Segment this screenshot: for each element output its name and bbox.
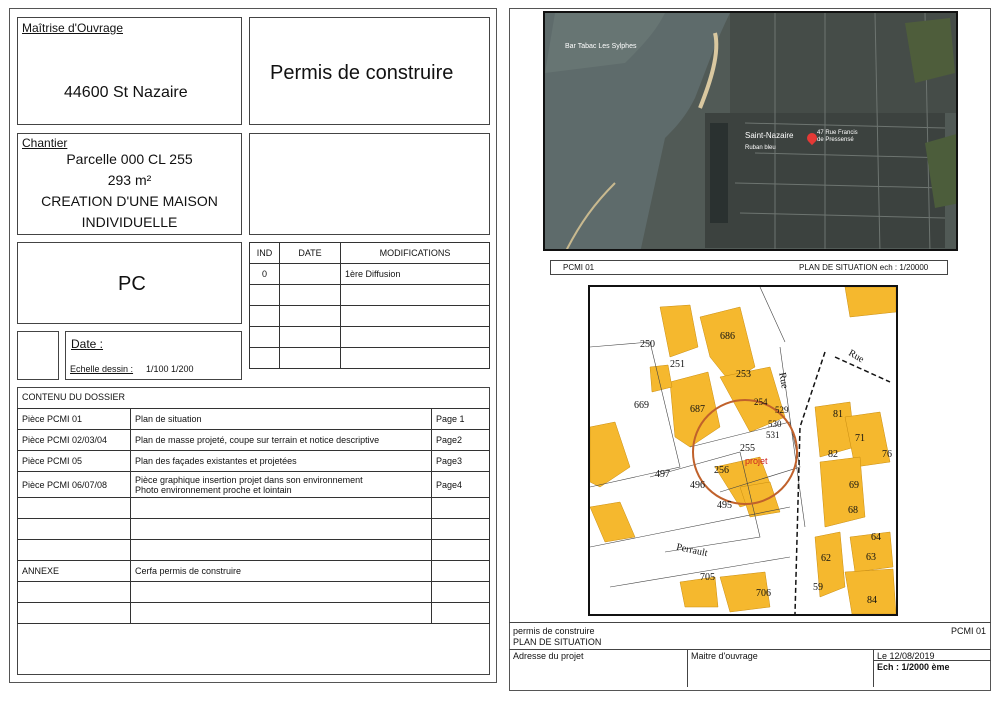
cell bbox=[250, 348, 280, 369]
parcel-256: 256 bbox=[714, 465, 729, 476]
contenu-title: CONTENU DU DOSSIER bbox=[22, 392, 126, 402]
cell bbox=[341, 327, 490, 348]
date-box bbox=[65, 331, 242, 380]
empty-box bbox=[249, 133, 490, 235]
cell: ANNEXE bbox=[18, 561, 131, 582]
cell bbox=[18, 603, 131, 624]
street-label-2: Rue bbox=[776, 371, 790, 390]
caption-title: PLAN DE SITUATION ech : 1/20000 bbox=[799, 263, 929, 272]
cell bbox=[280, 327, 341, 348]
parcel-63: 63 bbox=[866, 552, 876, 563]
permit-title: Permis de construire bbox=[270, 62, 454, 84]
cell bbox=[432, 582, 490, 603]
parcel-81: 81 bbox=[833, 409, 843, 420]
map-label-city: Saint-Nazaire bbox=[745, 131, 794, 140]
table-row bbox=[250, 348, 490, 369]
parcel-497: 497 bbox=[655, 469, 670, 480]
cell bbox=[18, 498, 131, 519]
map-label-place3: Ruban bleu bbox=[745, 145, 776, 151]
parcel-706: 706 bbox=[756, 588, 771, 599]
cell bbox=[250, 285, 280, 306]
cell: Page4 bbox=[432, 472, 490, 498]
cell bbox=[341, 306, 490, 327]
cell bbox=[131, 519, 432, 540]
maitrise-label: Maîtrise d'Ouvrage bbox=[22, 21, 123, 35]
parcel-253: 253 bbox=[736, 369, 751, 380]
cell: Cerfa permis de construire bbox=[131, 561, 432, 582]
parcel-254: 254 bbox=[754, 397, 768, 407]
table-row bbox=[250, 327, 490, 348]
map-label-place2: 47 Rue Francis de Pressensé bbox=[817, 130, 858, 143]
echelle-value: 1/100 1/200 bbox=[146, 364, 194, 374]
parcel-529: 529 bbox=[775, 405, 789, 415]
table-row bbox=[18, 451, 490, 472]
cell bbox=[18, 582, 131, 603]
chantier-label: Chantier bbox=[22, 136, 68, 150]
city-text: 44600 St Nazaire bbox=[64, 84, 188, 101]
parcel-496: 496 bbox=[690, 480, 705, 491]
table-row bbox=[18, 561, 490, 582]
table-row bbox=[18, 540, 490, 561]
aerial-map bbox=[543, 11, 958, 251]
parcel-69: 69 bbox=[849, 480, 859, 491]
cell: Pièce PCMI 01 bbox=[18, 409, 131, 430]
cell: Page 1 bbox=[432, 409, 490, 430]
cell bbox=[432, 540, 490, 561]
table-row bbox=[18, 519, 490, 540]
cell: 0 bbox=[250, 264, 280, 285]
table-row bbox=[18, 582, 490, 603]
cell bbox=[250, 306, 280, 327]
parcel-686: 686 bbox=[720, 331, 735, 342]
header-modifications: MODIFICATIONS bbox=[341, 243, 490, 264]
footer-date: Le 12/08/2019 bbox=[877, 651, 935, 661]
cell: Pièce PCMI 06/07/08 bbox=[18, 472, 131, 498]
footer-maitre: Maitre d'ouvrage bbox=[691, 651, 758, 661]
caption-code: PCMI 01 bbox=[563, 263, 595, 272]
cell bbox=[18, 519, 131, 540]
cell: Plan des façades existantes et projetées bbox=[131, 451, 432, 472]
map-caption bbox=[550, 260, 948, 275]
cadastre-plan bbox=[588, 285, 898, 616]
chantier-line-4: INDIVIDUELLE bbox=[81, 214, 178, 230]
cell: Pièce PCMI 05 bbox=[18, 451, 131, 472]
footer-adresse: Adresse du projet bbox=[513, 651, 584, 661]
table-row bbox=[18, 472, 490, 498]
permit-title-box bbox=[249, 17, 490, 125]
cell bbox=[432, 561, 490, 582]
cell bbox=[131, 540, 432, 561]
footer-echelle: Ech : 1/2000 ème bbox=[877, 662, 950, 672]
street-label-perrault: Perrault bbox=[675, 541, 709, 560]
cell: Plan de masse projeté, coupe sur terrain et notice descriptive bbox=[131, 430, 432, 451]
cell bbox=[131, 603, 432, 624]
small-square-box bbox=[17, 331, 59, 380]
cell bbox=[280, 306, 341, 327]
footer-block bbox=[509, 622, 991, 686]
footer-plan: PLAN DE SITUATION bbox=[513, 637, 602, 647]
chantier-line-3: CREATION D'UNE MAISON bbox=[41, 193, 218, 209]
cell bbox=[341, 348, 490, 369]
parcel-255: 255 bbox=[740, 443, 755, 454]
pc-label: PC bbox=[118, 273, 146, 295]
cell bbox=[432, 498, 490, 519]
footer-col-divider-1 bbox=[687, 649, 688, 687]
parcel-669: 669 bbox=[634, 400, 649, 411]
parcel-68: 68 bbox=[848, 505, 858, 516]
date-label: Date : bbox=[71, 337, 104, 351]
header-ind: IND bbox=[250, 243, 280, 264]
cell bbox=[131, 498, 432, 519]
cell bbox=[280, 264, 341, 285]
cell bbox=[432, 603, 490, 624]
cell bbox=[432, 519, 490, 540]
map-label-place1: Bar Tabac Les Sylphes bbox=[565, 43, 637, 50]
footer-row-divider bbox=[509, 649, 991, 650]
chantier-box bbox=[17, 133, 242, 235]
parcel-687: 687 bbox=[690, 404, 705, 415]
parcel-59: 59 bbox=[813, 582, 823, 593]
parcel-84: 84 bbox=[867, 595, 877, 606]
cell: Pièce graphique insertion projet dans son environnement Photo environnement proche et lointain bbox=[131, 472, 432, 498]
cell bbox=[250, 327, 280, 348]
parcel-64: 64 bbox=[871, 532, 881, 543]
footer-doc: permis de construire bbox=[513, 626, 595, 636]
table-row bbox=[18, 409, 490, 430]
cell: Page3 bbox=[432, 451, 490, 472]
parcel-530: 530 bbox=[768, 419, 782, 429]
echelle-label: Echelle dessin : bbox=[70, 364, 134, 374]
cell: Page2 bbox=[432, 430, 490, 451]
cell: Plan de situation bbox=[131, 409, 432, 430]
chantier-line-1: Parcelle 000 CL 255 bbox=[66, 151, 193, 167]
cell bbox=[280, 285, 341, 306]
cell bbox=[131, 582, 432, 603]
parcel-71: 71 bbox=[855, 433, 865, 444]
parcel-82: 82 bbox=[828, 449, 838, 460]
cell: 1ère Diffusion bbox=[341, 264, 490, 285]
table-row bbox=[250, 264, 490, 285]
chantier-line-2: 293 m² bbox=[107, 172, 152, 188]
projet-label: projet bbox=[745, 456, 768, 466]
contenu-table bbox=[17, 408, 490, 624]
cell bbox=[280, 348, 341, 369]
table-row bbox=[250, 306, 490, 327]
footer-code: PCMI 01 bbox=[951, 626, 987, 636]
header-date: DATE bbox=[280, 243, 341, 264]
parcel-495: 495 bbox=[717, 500, 732, 511]
table-row bbox=[18, 430, 490, 451]
footer-col-divider-2 bbox=[873, 649, 874, 687]
maitrise-box bbox=[17, 17, 242, 125]
parcel-250: 250 bbox=[640, 339, 655, 350]
parcel-76: 76 bbox=[882, 449, 892, 460]
table-header bbox=[250, 243, 490, 264]
modifications-table bbox=[249, 242, 490, 369]
street-label-1: Rue bbox=[846, 347, 866, 366]
pc-box bbox=[17, 242, 242, 324]
parcel-531: 531 bbox=[766, 430, 780, 440]
table-row bbox=[18, 603, 490, 624]
cell bbox=[341, 285, 490, 306]
table-row bbox=[250, 285, 490, 306]
parcel-705: 705 bbox=[700, 572, 715, 583]
cell: Pièce PCMI 02/03/04 bbox=[18, 430, 131, 451]
parcel-62: 62 bbox=[821, 553, 831, 564]
parcel-251: 251 bbox=[670, 359, 685, 370]
cell bbox=[18, 540, 131, 561]
table-row bbox=[18, 498, 490, 519]
